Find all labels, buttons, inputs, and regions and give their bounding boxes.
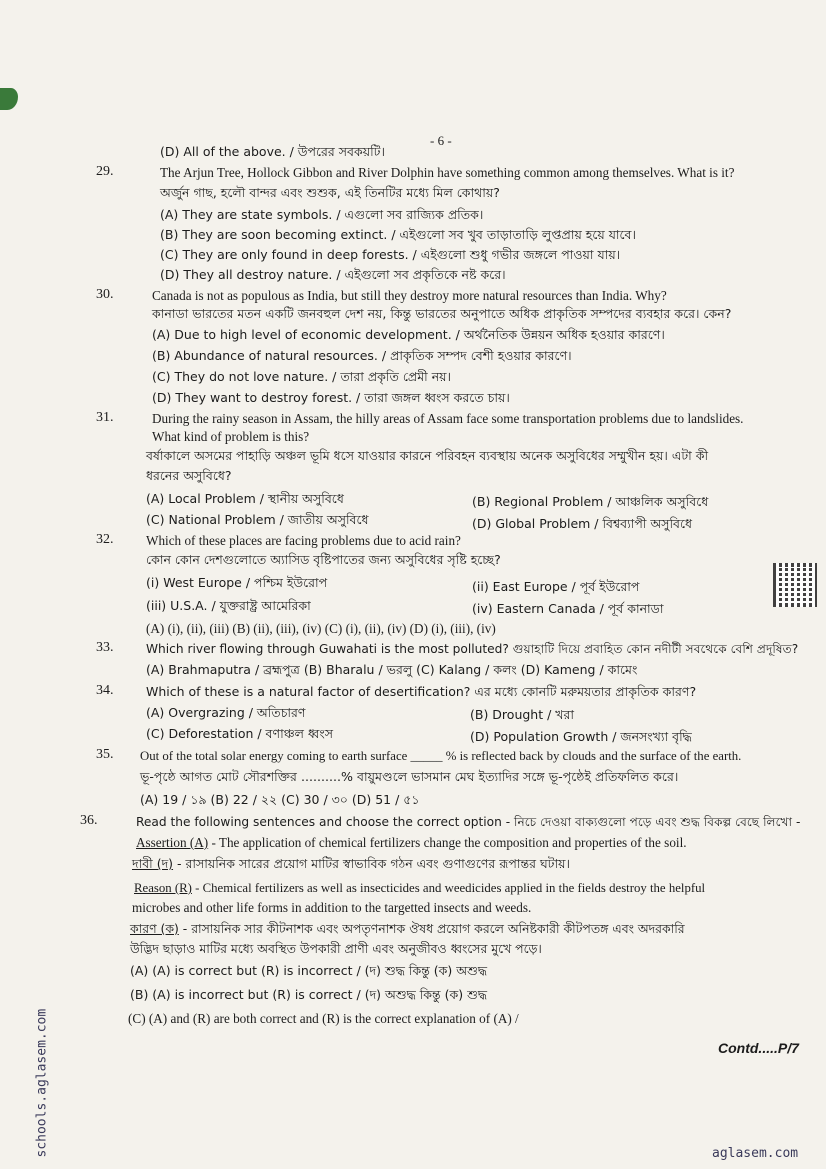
- q31-question-bn-1: বর্ষাকালে অসমের পাহাড়ি অঞ্চল ভূমি ধসে যাওয়ার কারনে পরিবহন ব্যবস্থায় অনেক অসুবিধের সম্মুখীন হয়। এটা কী: [146, 448, 709, 463]
- reason-bn-label: কারণ (ক): [130, 921, 179, 936]
- q36-assertion-en: [136, 834, 687, 852]
- q33-options: (A) Brahmaputra / ব্রহ্মপুত্র (B) Bharalu / ভরলু (C) Kalang / কলং (D) Kameng / কামেং: [146, 662, 638, 677]
- q36-option-c: (C) (A) and (R) are both correct and (R) is the correct explanation of (A) /: [128, 1011, 519, 1026]
- q31-question-en-2: What kind of problem is this?: [152, 429, 310, 444]
- q35-number: 35.: [96, 747, 114, 762]
- previous-option: (D) All of the above. / উপরের সবকয়টি।: [160, 144, 385, 159]
- q33-question: Which river flowing through Guwahati is the most polluted? গুয়াহাটি দিয়ে প্রবাহিত কোন নদীটী সবথেকে বেশি প্রদূষিত?: [146, 642, 799, 656]
- q32-item-ii: (ii) East Europe / পূর্ব ইউরোপ: [472, 579, 640, 594]
- watermark-left: schools.aglasem.com: [34, 1008, 50, 1158]
- q35-options: (A) 19 / ১৯ (B) 22 / ২২ (C) 30 / ৩০ (D) 51 / ৫১: [140, 792, 420, 807]
- q29-option-a: (A) They are state symbols. / এগুলো সব রাজ্যিক প্রতিক।: [160, 207, 484, 222]
- q29-option-d: (D) They all destroy nature. / এইগুলো সব প্রকৃতিকে নষ্ট করে।: [160, 267, 506, 282]
- q34-question: Which of these is a natural factor of desertification? এর মধ্যে কোনটি মরুময়তার প্রাকৃতিক কারণ?: [146, 684, 697, 699]
- q32-item-iv: (iv) Eastern Canada / পূর্ব কানাডা: [472, 601, 664, 616]
- reason-text-1: - Chemical fertilizers as well as insecticides and weedicides applied in the fields destroy the helpful: [191, 881, 706, 895]
- q36-reason-en-1: [134, 879, 705, 897]
- q29-question-en: The Arjun Tree, Hollock Gibbon and River Dolphin have something common among themselves. What is it?: [160, 165, 735, 180]
- assertion-text: - The application of chemical fertilizers change the composition and properties of the soil.: [208, 835, 687, 850]
- q31-option-d: (D) Global Problem / বিশ্বব্যাপী অসুবিধে: [472, 516, 693, 531]
- binding-mark: [0, 88, 18, 110]
- q30-option-a: (A) Due to high level of economic development. / অর্থনৈতিক উন্নয়ন অধিক হওয়ার কারণে।: [152, 327, 665, 342]
- q32-question-en: Which of these places are facing problems due to acid rain?: [146, 533, 461, 548]
- assertion-bn-text: - রাসায়নিক সারের প্রয়োগ মাটির স্বাভাবিক গঠন এবং গুণাগুণের রূপান্তর ঘটায়।: [173, 856, 570, 871]
- q29-option-c: (C) They are only found in deep forests. / এইগুলো শুধু গভীর জঙ্গলে পাওয়া যায়।: [160, 247, 621, 262]
- q29-question-bn: অর্জুন গাছ, হলৌ বান্দর এবং শুশুক, এই তিনটির মধ্যে মিল কোথায়?: [160, 185, 500, 200]
- q35-question-bn: ভূ-পৃষ্ঠে আগত মোট সৌরশক্তির ..........% বায়ুমণ্ডলে ভাসমান মেঘ ইত্যাদির সঙ্গে ভূ-পৃষ্ঠেই প্রতিফলিত করে।: [140, 769, 679, 784]
- q31-question-en-1: During the rainy season in Assam, the hilly areas of Assam face some transportation problems due to landslides.: [152, 411, 744, 426]
- q35-question-en: Out of the total solar energy coming to earth surface _____ % is reflected back by clouds and the surface of the earth.: [140, 749, 742, 763]
- page-number: - 6 -: [430, 133, 452, 148]
- q30-question-en: Canada is not as populous as India, but still they destroy more natural resources than India. Why?: [152, 288, 667, 303]
- q31-option-b: (B) Regional Problem / আঞ্চলিক অসুবিধে: [472, 494, 709, 509]
- reason-bn-text-1: - রাসায়নিক সার কীটনাশক এবং অপতৃণনাশক ঔষধ প্রয়োগ করলে অনিষ্টকারী কীটপতঙ্গ এবং অদরকারি: [178, 921, 685, 936]
- q32-item-iii: (iii) U.S.A. / যুক্তরাষ্ট্র আমেরিকা: [146, 598, 311, 613]
- q29-option-b: (B) They are soon becoming extinct. / এইগুলো সব খুব তাড়াতাড়ি লুপ্তপ্রায় হয়ে যাবে।: [160, 227, 636, 242]
- watermark-right: aglasem.com: [712, 1146, 799, 1161]
- q31-number: 31.: [96, 410, 114, 425]
- q36-number: 36.: [80, 813, 98, 828]
- q32-options: (A) (i), (ii), (iii) (B) (ii), (iii), (iv) (C) (i), (ii), (iv) (D) (i), (iii), (iv): [146, 621, 496, 636]
- q29-number: 29.: [96, 164, 114, 179]
- assertion-label: Assertion (A): [136, 835, 209, 850]
- q34-number: 34.: [96, 683, 114, 698]
- q34-option-d: (D) Population Growth / জনসংখ্যা বৃদ্ধি: [470, 729, 692, 744]
- q31-option-c: (C) National Problem / জাতীয় অসুবিধে: [146, 512, 369, 527]
- q31-question-bn-2: ধরনের অসুবিধে?: [146, 468, 232, 483]
- q34-option-b: (B) Drought / খরা: [470, 707, 574, 722]
- q32-item-i: (i) West Europe / পশ্চিম ইউরোপ: [146, 575, 328, 590]
- q34-option-c: (C) Deforestation / বণাঞ্চল ধ্বংস: [146, 726, 334, 741]
- q33-number: 33.: [96, 640, 114, 655]
- q30-option-d: (D) They want to destroy forest. / তারা জঙ্গল ধ্বংস করতে চায়।: [152, 390, 510, 405]
- continued-label: Contd.....P/7: [718, 1040, 799, 1056]
- q36-reason-bn-2: উদ্ভিদ ছাড়াও মাটির মধ্যে অবস্থিত উপকারী প্রাণী এবং অনুজীবও ধ্বংসের মুখে পড়ে।: [130, 941, 542, 956]
- q32-question-bn: কোন কোন দেশগুলোতে অ্যাসিড বৃষ্টিপাতের জন্য অসুবিধের সৃষ্টি হচ্ছে?: [146, 552, 501, 567]
- q36-reason-bn-1: [130, 920, 685, 938]
- reason-label: Reason (R): [134, 881, 192, 895]
- q36-option-b: (B) (A) is incorrect but (R) is correct / (দ) অশুদ্ধ কিন্তু (ক) শুদ্ধ: [130, 987, 488, 1002]
- q36-option-a: (A) (A) is correct but (R) is incorrect / (দ) শুদ্ধ কিন্তু (ক) অশুদ্ধ: [130, 963, 488, 978]
- qr-code: [773, 563, 817, 607]
- q30-option-b: (B) Abundance of natural resources. / প্রাকৃতিক সম্পদ বেশী হওয়ার কারণে।: [152, 348, 572, 363]
- q32-number: 32.: [96, 532, 114, 547]
- q34-option-a: (A) Overgrazing / অতিচারণ: [146, 705, 306, 720]
- q31-option-a: (A) Local Problem / স্থানীয় অসুবিধে: [146, 491, 344, 506]
- q30-question-bn: কানাডা ভারতের মতন একটি জনবহুল দেশ নয়, কিন্তু ভারতের অনুপাতে অধিক প্রাকৃতিক সম্পদের ব্যবহার করে। কেন?: [152, 306, 732, 321]
- q30-option-c: (C) They do not love nature. / তারা প্রকৃতি প্রেমী নয়।: [152, 369, 452, 384]
- q36-intro: Read the following sentences and choose the correct option - নিচে দেওয়া বাক্যগুলো পড়ে এবং শুদ্ধ বিকল্প বেছে লিখো -: [136, 815, 801, 829]
- q30-number: 30.: [96, 287, 114, 302]
- q36-assertion-bn: [132, 855, 570, 873]
- q36-reason-en-2: microbes and other life forms in addition to the targetted insects and weeds.: [132, 900, 532, 915]
- assertion-bn-label: দাবী (দ): [132, 856, 174, 871]
